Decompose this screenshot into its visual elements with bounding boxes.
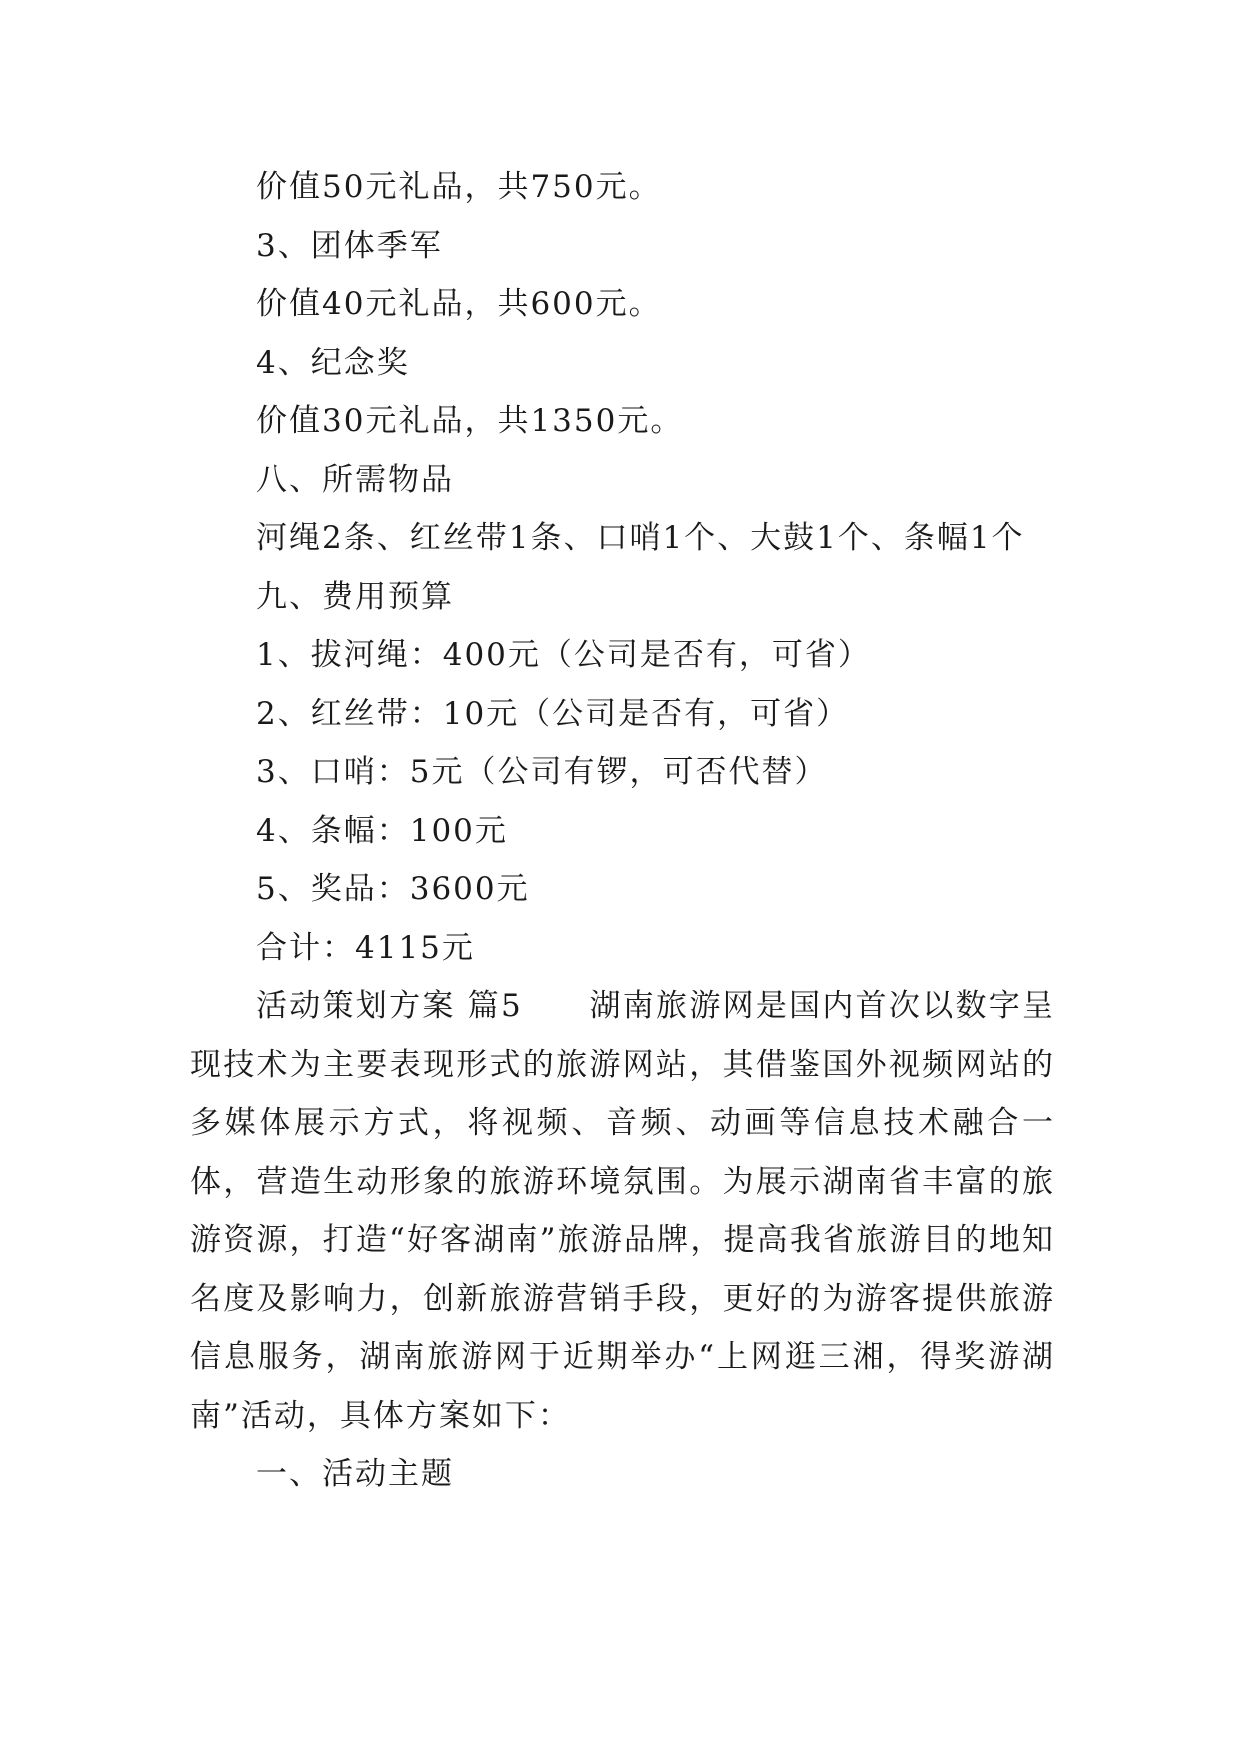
section-heading: 一、活动主题 <box>256 1456 454 1492</box>
paragraph: 价值50元礼品，共750元。 <box>256 169 662 205</box>
paragraph: 4、纪念奖 <box>256 344 410 381</box>
paragraph: 5、奖品：3600元 <box>256 871 530 907</box>
paragraph: 4、条幅：100元 <box>256 812 508 849</box>
paragraph: 价值40元礼品，共600元。 <box>256 286 662 322</box>
paragraph: 价值30元礼品，共1350元。 <box>256 403 684 439</box>
paragraph: 2、红丝带：10元（公司是否有，可省） <box>256 695 850 732</box>
paragraph: 1、拔河绳：400元（公司是否有，可省） <box>256 637 871 673</box>
paragraph: 活动策划方案 篇5 湖南旅游网是国内首次以数字呈现技术为主要表现形式的旅游网站，其借鉴国外视频网站的多媒体展示方式，将视频、音频、动画等信息技术融合一体，营造生动形象的旅游环境氛围。为展示湖南省丰富的旅游资源，打造“好客湖南”旅游品牌，提高我省旅游目的地知名度及影响力，创新旅游营销手段，更好的为游客提供旅游信息服务，湖南旅游网于近期举办“上网逛三湘，得奖游湖南”活动，具体方案如下： <box>190 988 1055 1434</box>
paragraph: 河绳2条、红丝带1条、口哨1个、大鼓1个、条幅1个 <box>256 520 1025 556</box>
paragraph: 3、口哨：5元（公司有锣，可否代替） <box>256 754 828 790</box>
paragraph: 3、团体季军 <box>256 227 443 264</box>
paragraph: 合计：4115元 <box>256 929 475 966</box>
section-heading: 八、所需物品 <box>256 461 454 498</box>
section-heading: 九、费用预算 <box>256 578 454 615</box>
document-body <box>190 158 1055 1504</box>
